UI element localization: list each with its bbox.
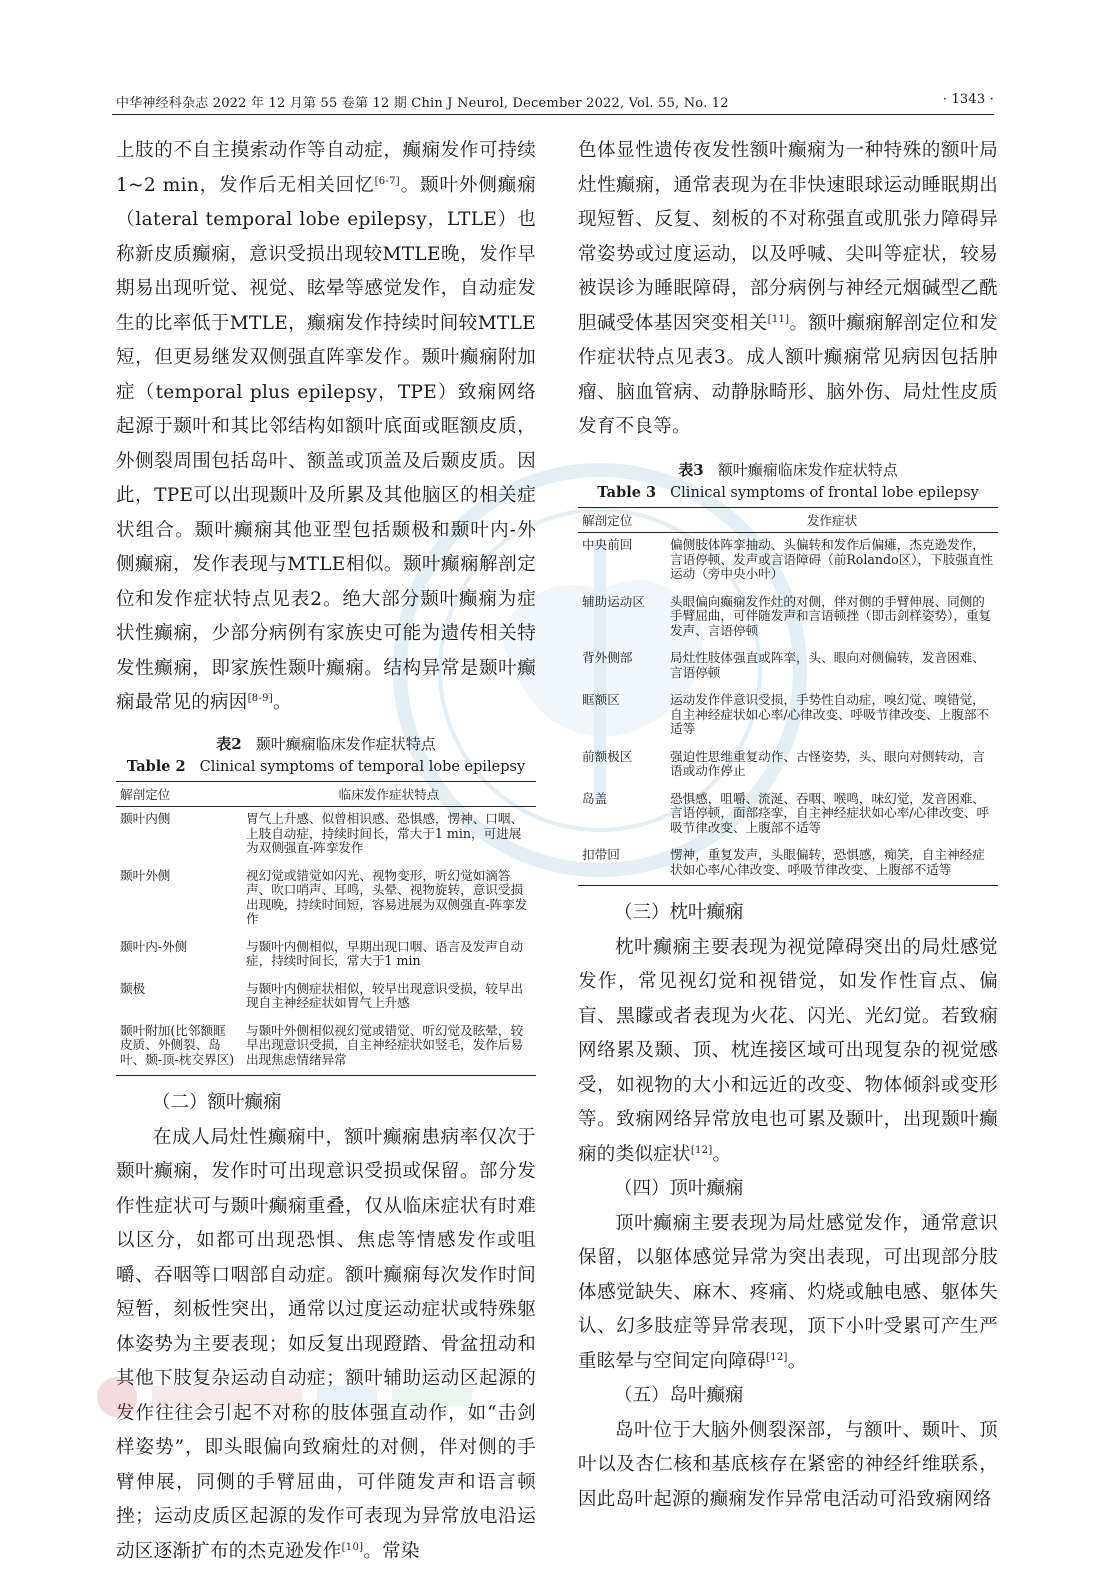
table-header: 临床发作症状特点 xyxy=(242,781,536,807)
table-row: 颞叶内侧 胃气上升感、似曾相识感、恐惧感，愣神、口咽、上肢自动症，持续时间长，常大于1 min，可进展为双侧强直-阵挛发作 xyxy=(116,807,536,864)
table-row: 眶额区 运动发作伴意识受损，手势性自动症，嗅幻觉、嗅错觉，自主神经症状如心率/心律改变、呼吸节律改变、上腹部不适等 xyxy=(578,688,998,745)
table3-caption-cn: 表3 额叶癫痫临床发作症状特点 xyxy=(578,459,998,480)
table-row: 辅助运动区 头眼偏向癫痫发作灶的对侧，伴对侧的手臂伸展、同侧的手臂屈曲，可伴随发声和言语顿挫（即击剑样姿势），重复发声、言语停顿 xyxy=(578,590,998,647)
table-header: 发作症状 xyxy=(666,507,998,533)
table-row: 颞叶附加(比邻额眶皮质、外侧裂、岛叶、颞-顶-枕交界区) 与颞叶外侧相似视幻觉或错觉、听幻觉及眩晕，较早出现意识受损，自主神经症状如竖毛，发作后易出现焦虑情绪异常 xyxy=(116,1019,536,1076)
paragraph-adnfle: 色体显性遗传夜发性额叶癫痫为一种特殊的额叶局灶性癫痫，通常表现为在非快速眼球运动睡眠期出现短暂、反复、刻板的不对称强直或肌张力障碍异常姿势或过度运动，以及呼喊、尖叫等症状，较易被误诊为睡眠障碍，部分病例与神经元烟碱型乙酰胆碱受体基因突变相关[11]。额叶癫痫解剖定位和发作症状特点见表3。成人额叶癫痫常见病因包括肿瘤、脑血管病、动静脉畸形、脑外伤、局灶性皮质发育不良等。 xyxy=(578,134,998,445)
table-row: 前额极区 强迫性思维重复动作、古怪姿势，头、眼向对侧转动，言语或动作停止 xyxy=(578,745,998,787)
section-heading-frontal: （二）额叶癫痫 xyxy=(116,1086,536,1121)
table-header: 解剖定位 xyxy=(116,781,242,807)
citation-ref: [12] xyxy=(691,1144,713,1155)
running-header xyxy=(112,88,994,115)
table2-caption-en: Table 2 Clinical symptoms of temporal lobe epilepsy xyxy=(116,758,536,775)
table-row: 背外侧部 局灶性肢体强直或阵挛，头、眼向对侧偏转，发音困难、言语停顿 xyxy=(578,646,998,688)
citation-ref: [12] xyxy=(766,1351,788,1362)
left-column xyxy=(116,134,536,1569)
table-row: 中央前回 偏侧肢体阵挛抽动、头偏转和发作后偏瘫，杰克逊发作，言语停顿、发声或言语障碍（前Rolando区），下肢强直性运动（旁中央小叶） xyxy=(578,533,998,590)
section-heading-insular: （五）岛叶癫痫 xyxy=(578,1379,998,1414)
paragraph-occipital: 枕叶癫痫主要表现为视觉障碍突出的局灶感觉发作，常见视幻觉和视错觉，如发作性盲点、偏盲、黑矇或者表现为火花、闪光、光幻觉。若致痫网络累及颞、顶、枕连接区域可出现复杂的视觉感受，如视物的大小和远近的改变、物体倾斜或变形等。致痫网络异常放电也可累及颞叶，出现颞叶癫痫的类似症状[12]。 xyxy=(578,931,998,1173)
citation-ref: [6-7] xyxy=(375,175,400,186)
section-heading-occipital: （三）枕叶癫痫 xyxy=(578,896,998,931)
right-column xyxy=(578,134,998,1517)
table-header: 解剖定位 xyxy=(578,507,666,533)
citation-ref: [8-9] xyxy=(248,693,273,704)
paragraph-temporal-lateral: 上肢的不自主摸索动作等自动症，癫痫发作可持续1~2 min，发作后无相关回忆[6-7]。颞叶外侧癫痫（lateral temporal lobe epilepsy，LTLE）也称新皮质癫痫，意识受损出现较MTLE晚，发作早期易出现听觉、视觉、眩晕等感觉发作，自动症发生的比率低于MTLE，癫痫发作持续时间较MTLE短，但更易继发双侧强直阵挛发作。颞叶癫痫附加症（temporal plus epilepsy，TPE）致痫网络起源于颞叶和其比邻结构如额叶底面或眶额皮质，外侧裂周围包括岛叶、额盖或顶盖及后颞皮质。因此，TPE可以出现颞叶及所累及其他脑区的相关症状组合。颞叶癫痫其他亚型包括颞极和颞叶内-外侧癫痫，发作表现与MTLE相似。颞叶癫痫解剖定位和发作症状特点见表2。绝大部分颞叶癫痫为症状性癫痫，少部分病例有家族史可能为遗传相关特发性癫痫，即家族性颞叶癫痫。结构异常是颞叶癫痫最常见的病因[8-9]。 xyxy=(116,134,536,721)
table-row: 扣带回 愣神，重复发声，头眼偏转，恐惧感，痴笑，自主神经症状如心率/心律改变、呼吸节律改变、上腹部不适等 xyxy=(578,843,998,886)
citation-ref: [11] xyxy=(768,313,790,324)
table2-caption-cn: 表2 颞叶癫痫临床发作症状特点 xyxy=(116,733,536,754)
journal-citation: 中华神经科杂志 2022 年 12 月第 55 卷第 12 期 Chin J Neurol, December 2022, Vol. 55, No. 12 xyxy=(116,92,729,111)
section-heading-parietal: （四）顶叶癫痫 xyxy=(578,1172,998,1207)
page-number: · 1343 · xyxy=(943,92,994,107)
paragraph-insular: 岛叶位于大脑外侧裂深部，与额叶、颞叶、顶叶以及杏仁核和基底核存在紧密的神经纤维联系，因此岛叶起源的癫痫发作异常电活动可沿致痫网络 xyxy=(578,1414,998,1518)
paragraph-frontal: 在成人局灶性癫痫中，额叶癫痫患病率仅次于颞叶癫痫，发作时可出现意识受损或保留。部分发作性症状可与颞叶癫痫重叠，仅从临床症状有时难以区分，如都可出现恐惧、焦虑等情感发作或咀嚼、吞咽等口咽部自动症。额叶癫痫每次发作时间短暂，刻板性突出，通常以过度运动症状或特殊躯体姿势为主要表现；如反复出现蹬踏、骨盆扭动和其他下肢复杂运动自动症；额叶辅助运动区起源的发作往往会引起不对称的肢体强直动作，如“击剑样姿势”，即头眼偏向致痫灶的对侧，伴对侧的手臂伸展，同侧的手臂屈曲，可伴随发声和语言顿挫；运动皮质区起源的发作可表现为异常放电沿运动区逐渐扩布的杰克逊发作[10]。常染 xyxy=(116,1121,536,1569)
table-row: 岛盖 恐惧感，咀嚼、流涎、吞咽、喉鸣，味幻觉，发音困难、言语停顿，面部痉挛，自主神经症状如心率/心律改变、呼吸节律改变、上腹部不适等 xyxy=(578,787,998,844)
publisher-logo-watermark xyxy=(92,1372,492,1422)
table3-caption-en: Table 3 Clinical symptoms of frontal lobe epilepsy xyxy=(578,484,998,501)
paragraph-parietal: 顶叶癫痫主要表现为局灶感觉发作，通常意识保留，以躯体感觉异常为突出表现，可出现部分肢体感觉缺失、麻木、疼痛、灼烧或触电感、躯体失认、幻多肢症等异常表现，顶下小叶受累可产生严重眩晕与空间定向障碍[12]。 xyxy=(578,1207,998,1380)
table-row: 颞极 与颞叶内侧症状相似，较早出现意识受损，较早出现自主神经症状如胃气上升感 xyxy=(116,977,536,1019)
table-row: 颞叶内-外侧 与颞叶内侧相似，早期出现口咽、语言及发声自动症，持续时间长，常大于1 min xyxy=(116,935,536,977)
table-row: 颞叶外侧 视幻觉或错觉如闪光、视物变形，听幻觉如滴答声、吹口哨声、耳鸣，头晕、视物旋转，意识受损出现晚，持续时间短，容易进展为双侧强直-阵挛发作 xyxy=(116,864,536,935)
table3 xyxy=(578,507,998,887)
table2 xyxy=(116,781,536,1077)
citation-ref: [10] xyxy=(342,1541,364,1552)
